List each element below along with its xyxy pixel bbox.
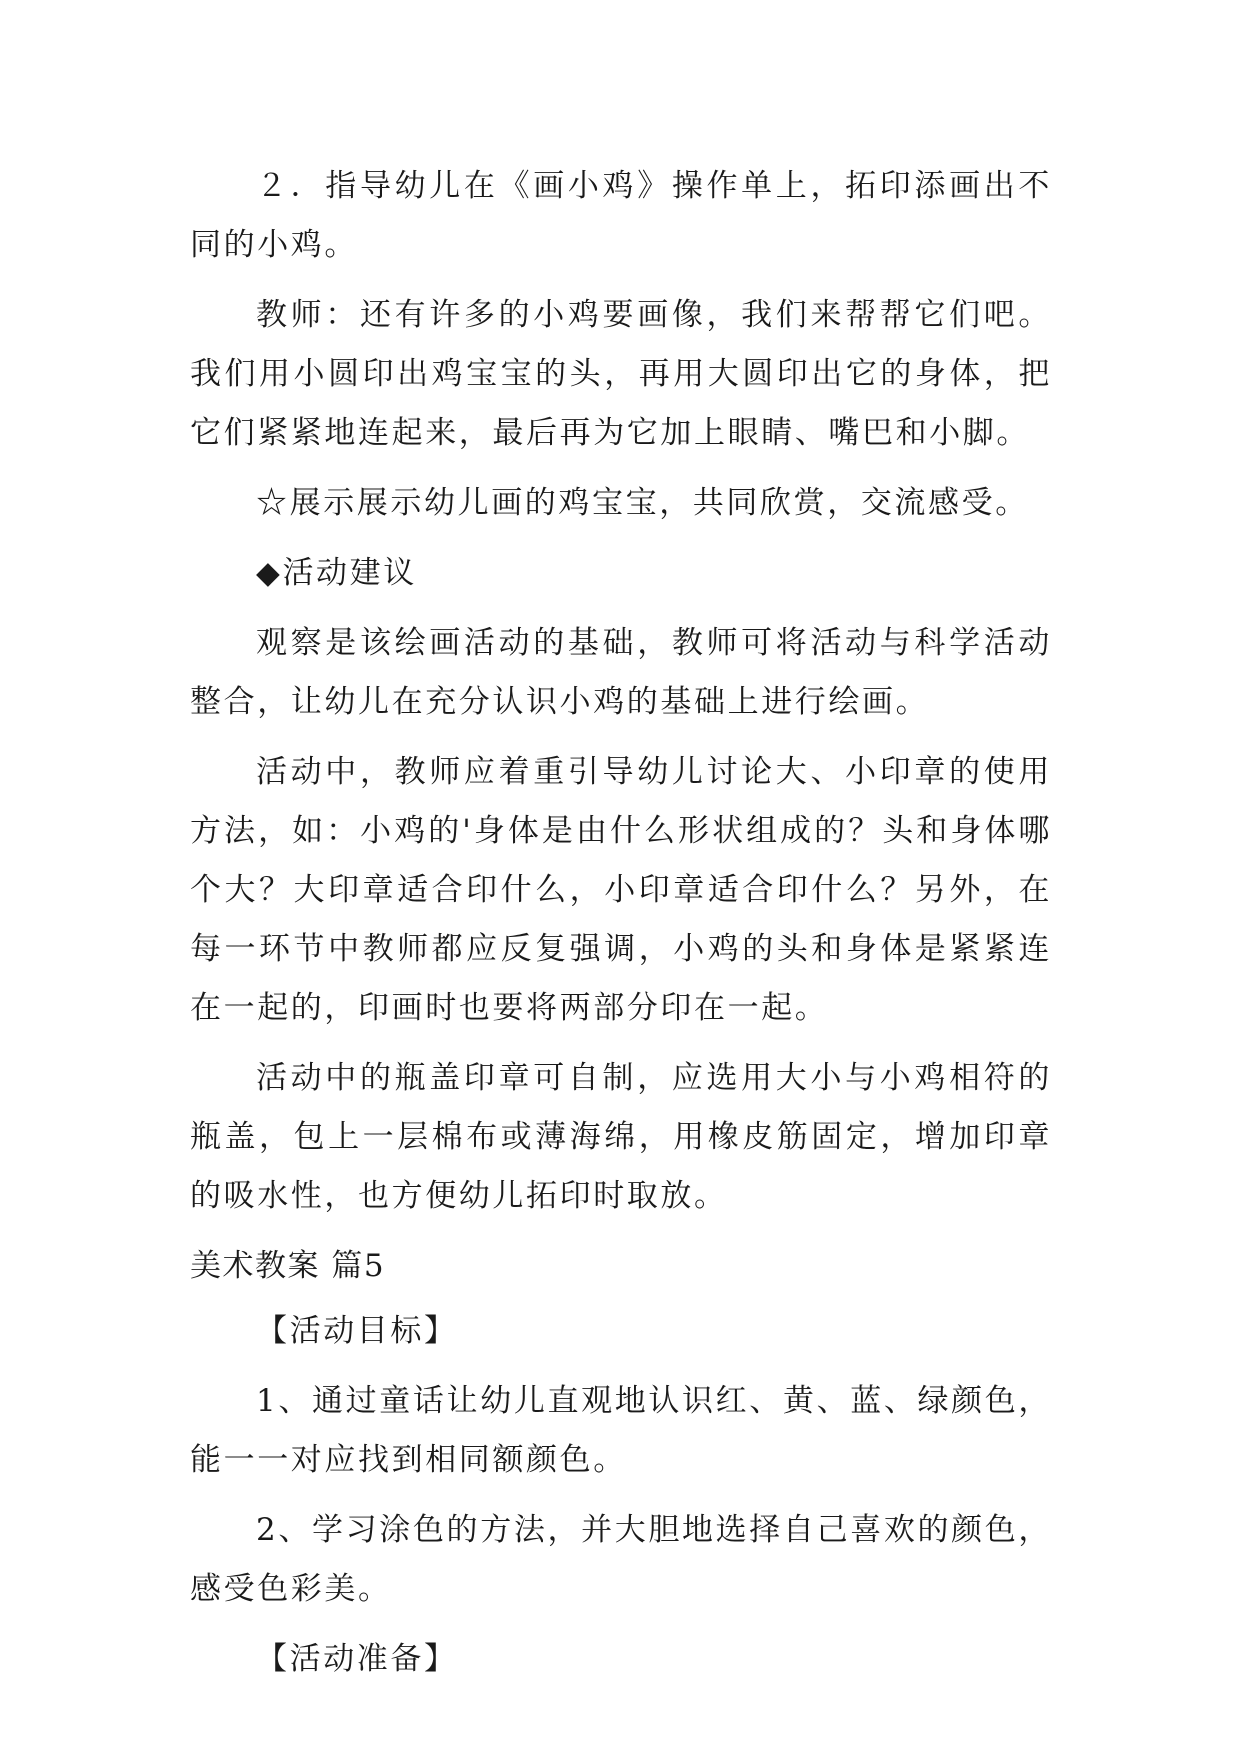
paragraph-step-2: ２．指导幼儿在《画小鸡》操作单上，拓印添画出不同的小鸡。	[190, 168, 1052, 263]
section-heading: 美术教案 篇5	[190, 1248, 386, 1284]
subheading-activity-suggestions: ◆活动建议	[256, 555, 417, 591]
paragraph-observation: 观察是该绘画活动的基础，教师可将活动与科学活动整合，让幼儿在充分认识小鸡的基础上进行绘画。	[190, 625, 1052, 720]
subheading-activity-preparation: 【活动准备】	[256, 1641, 458, 1677]
paragraph-bottle-cap-stamp: 活动中的瓶盖印章可自制，应选用大小与小鸡相符的瓶盖，包上一层棉布或薄海绵，用橡皮筋固定，增加印章的吸水性，也方便幼儿拓印时取放。	[190, 1060, 1052, 1214]
document-body	[190, 157, 1052, 1700]
paragraph-goal-2: 2、学习涂色的方法，并大胆地选择自己喜欢的颜色，感受色彩美。	[190, 1512, 1052, 1607]
paragraph-teacher-speech: 教师：还有许多的小鸡要画像，我们来帮帮它们吧。我们用小圆印出鸡宝宝的头，再用大圆印出它的身体，把它们紧紧地连起来，最后再为它加上眼睛、嘴巴和小脚。	[190, 297, 1052, 451]
paragraph-goal-1: 1、通过童话让幼儿直观地认识红、黄、蓝、绿颜色，能一一对应找到相同额颜色。	[190, 1383, 1052, 1478]
subheading-activity-goals: 【活动目标】	[256, 1313, 458, 1349]
paragraph-display: ☆展示展示幼儿画的鸡宝宝，共同欣赏，交流感受。	[256, 485, 1029, 521]
paragraph-stamp-usage: 活动中，教师应着重引导幼儿讨论大、小印章的使用方法，如：小鸡的'身体是由什么形状组成的？头和身体哪个大？大印章适合印什么，小印章适合印什么？另外，在每一环节中教师都应反复强调，小鸡的头和身体是紧紧连在一起的，印画时也要将两部分印在一起。	[190, 754, 1052, 1026]
